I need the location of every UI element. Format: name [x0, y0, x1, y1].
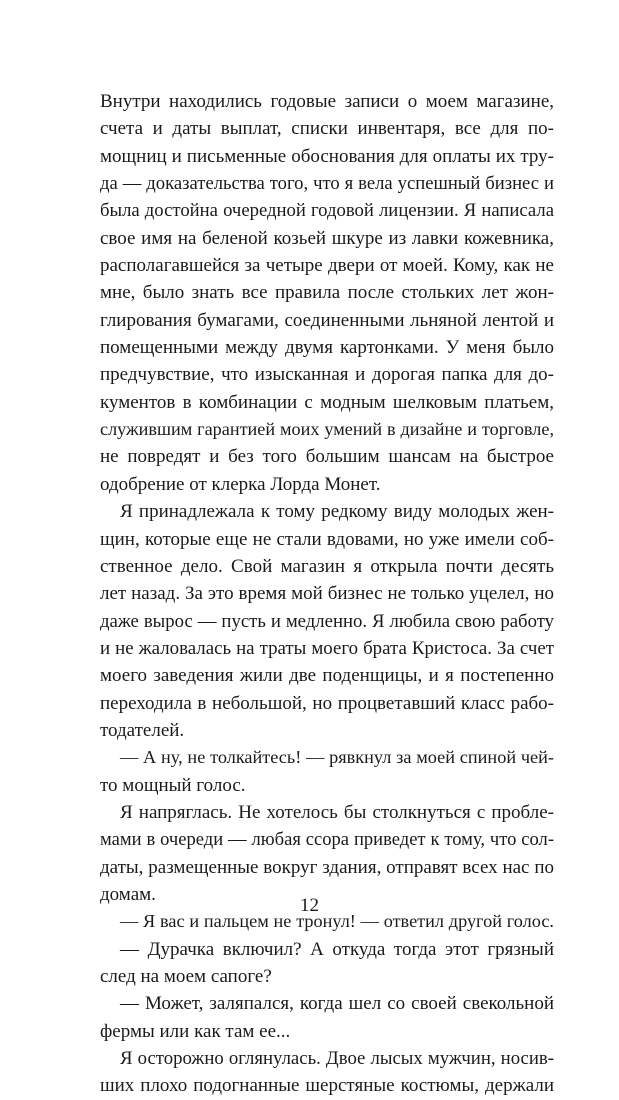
- text-line: счета и даты выплат, списки инвентаря, все для по-: [100, 118, 554, 140]
- text-line: даты, размещенные вокруг здания, отправят всех нас по: [100, 856, 554, 878]
- text-line: моего заведения жили две поденщицы, и я постепенно: [100, 665, 554, 687]
- text-line: да — доказательства того, что я вела успешный бизнес и: [100, 173, 554, 195]
- text-line: — А ну, не толкайтесь! — рявкнул за моей спиной чей-: [120, 747, 554, 768]
- text-line: ственное дело. Свой магазин я открыла почти десять: [100, 555, 554, 577]
- text-line: предчувствие, что изысканная и дорогая папка для до-: [100, 364, 554, 386]
- text-line: то мощный голос.: [100, 774, 246, 796]
- text-line: глирования бумагами, соединенными льняной лентой и: [100, 309, 554, 331]
- text-line: мне, было знать все правила после стольких лет жон-: [100, 282, 554, 304]
- text-line: щин, которые еще не стали вдовами, но уже имели соб-: [100, 528, 554, 550]
- text-line: тодателей.: [100, 719, 185, 741]
- text-line: помещенными между двумя картонками. У меня было: [100, 337, 554, 359]
- body-text: [100, 88, 554, 1100]
- text-line: — Дурачка включил? А откуда тогда этот грязный: [120, 938, 554, 960]
- text-line: была достойна очередной годовой лицензии. Я написала: [100, 200, 554, 222]
- text-line: — Может, заляпался, когда шел со своей свекольной: [120, 993, 554, 1015]
- text-line: Внутри находились годовые записи о моем магазине,: [100, 91, 554, 112]
- text-line: одобрение от клерка Лорда Монет.: [100, 473, 381, 495]
- text-line: домам.: [100, 883, 156, 905]
- text-line: кументов в комбинации с модным шелковым платьем,: [100, 391, 554, 413]
- text-line: лет назад. За это время мой бизнес не только уцелел, но: [100, 583, 554, 605]
- text-line: мощниц и письменные обоснования для оплаты их тру-: [100, 145, 554, 167]
- text-line: фермы или как там ее...: [100, 1020, 291, 1042]
- page-number: 12: [300, 895, 319, 916]
- text-line: не повредят и без того большим шансам на быстрое: [100, 446, 554, 468]
- text-line: свое имя на беленой козьей шкуре из лавки кожевника,: [100, 227, 554, 249]
- text-line: Я принадлежала к тому редкому виду молодых жен-: [120, 501, 554, 523]
- text-line: располагавшейся за четыре двери от моей. Кому, как не: [100, 255, 554, 277]
- text-line: — Я вас и пальцем не тронул! — ответил другой голос.: [120, 911, 554, 932]
- text-line: Я напряглась. Не хотелось бы столкнуться с пробле-: [120, 801, 554, 823]
- text-line: мами в очереди — любая ссора приведет к тому, что сол-: [100, 829, 554, 851]
- text-line: даже вырос — пусть и медленно. Я любила свою работу: [100, 610, 554, 632]
- text-line: и не жаловалась на траты моего брата Кристоса. За счет: [100, 637, 554, 659]
- text-line: след на моем сапоге?: [100, 966, 272, 987]
- text-line: переходила в небольшой, но процветавший класс рабо-: [100, 692, 554, 714]
- text-line: Я осторожно оглянулась. Двое лысых мужчин, носив-: [120, 1048, 554, 1070]
- text-line: ших плохо подогнанные шерстяные костюмы, держали: [100, 1075, 554, 1097]
- text-line: служившим гарантией моих умений в дизайне и торговле,: [100, 419, 554, 440]
